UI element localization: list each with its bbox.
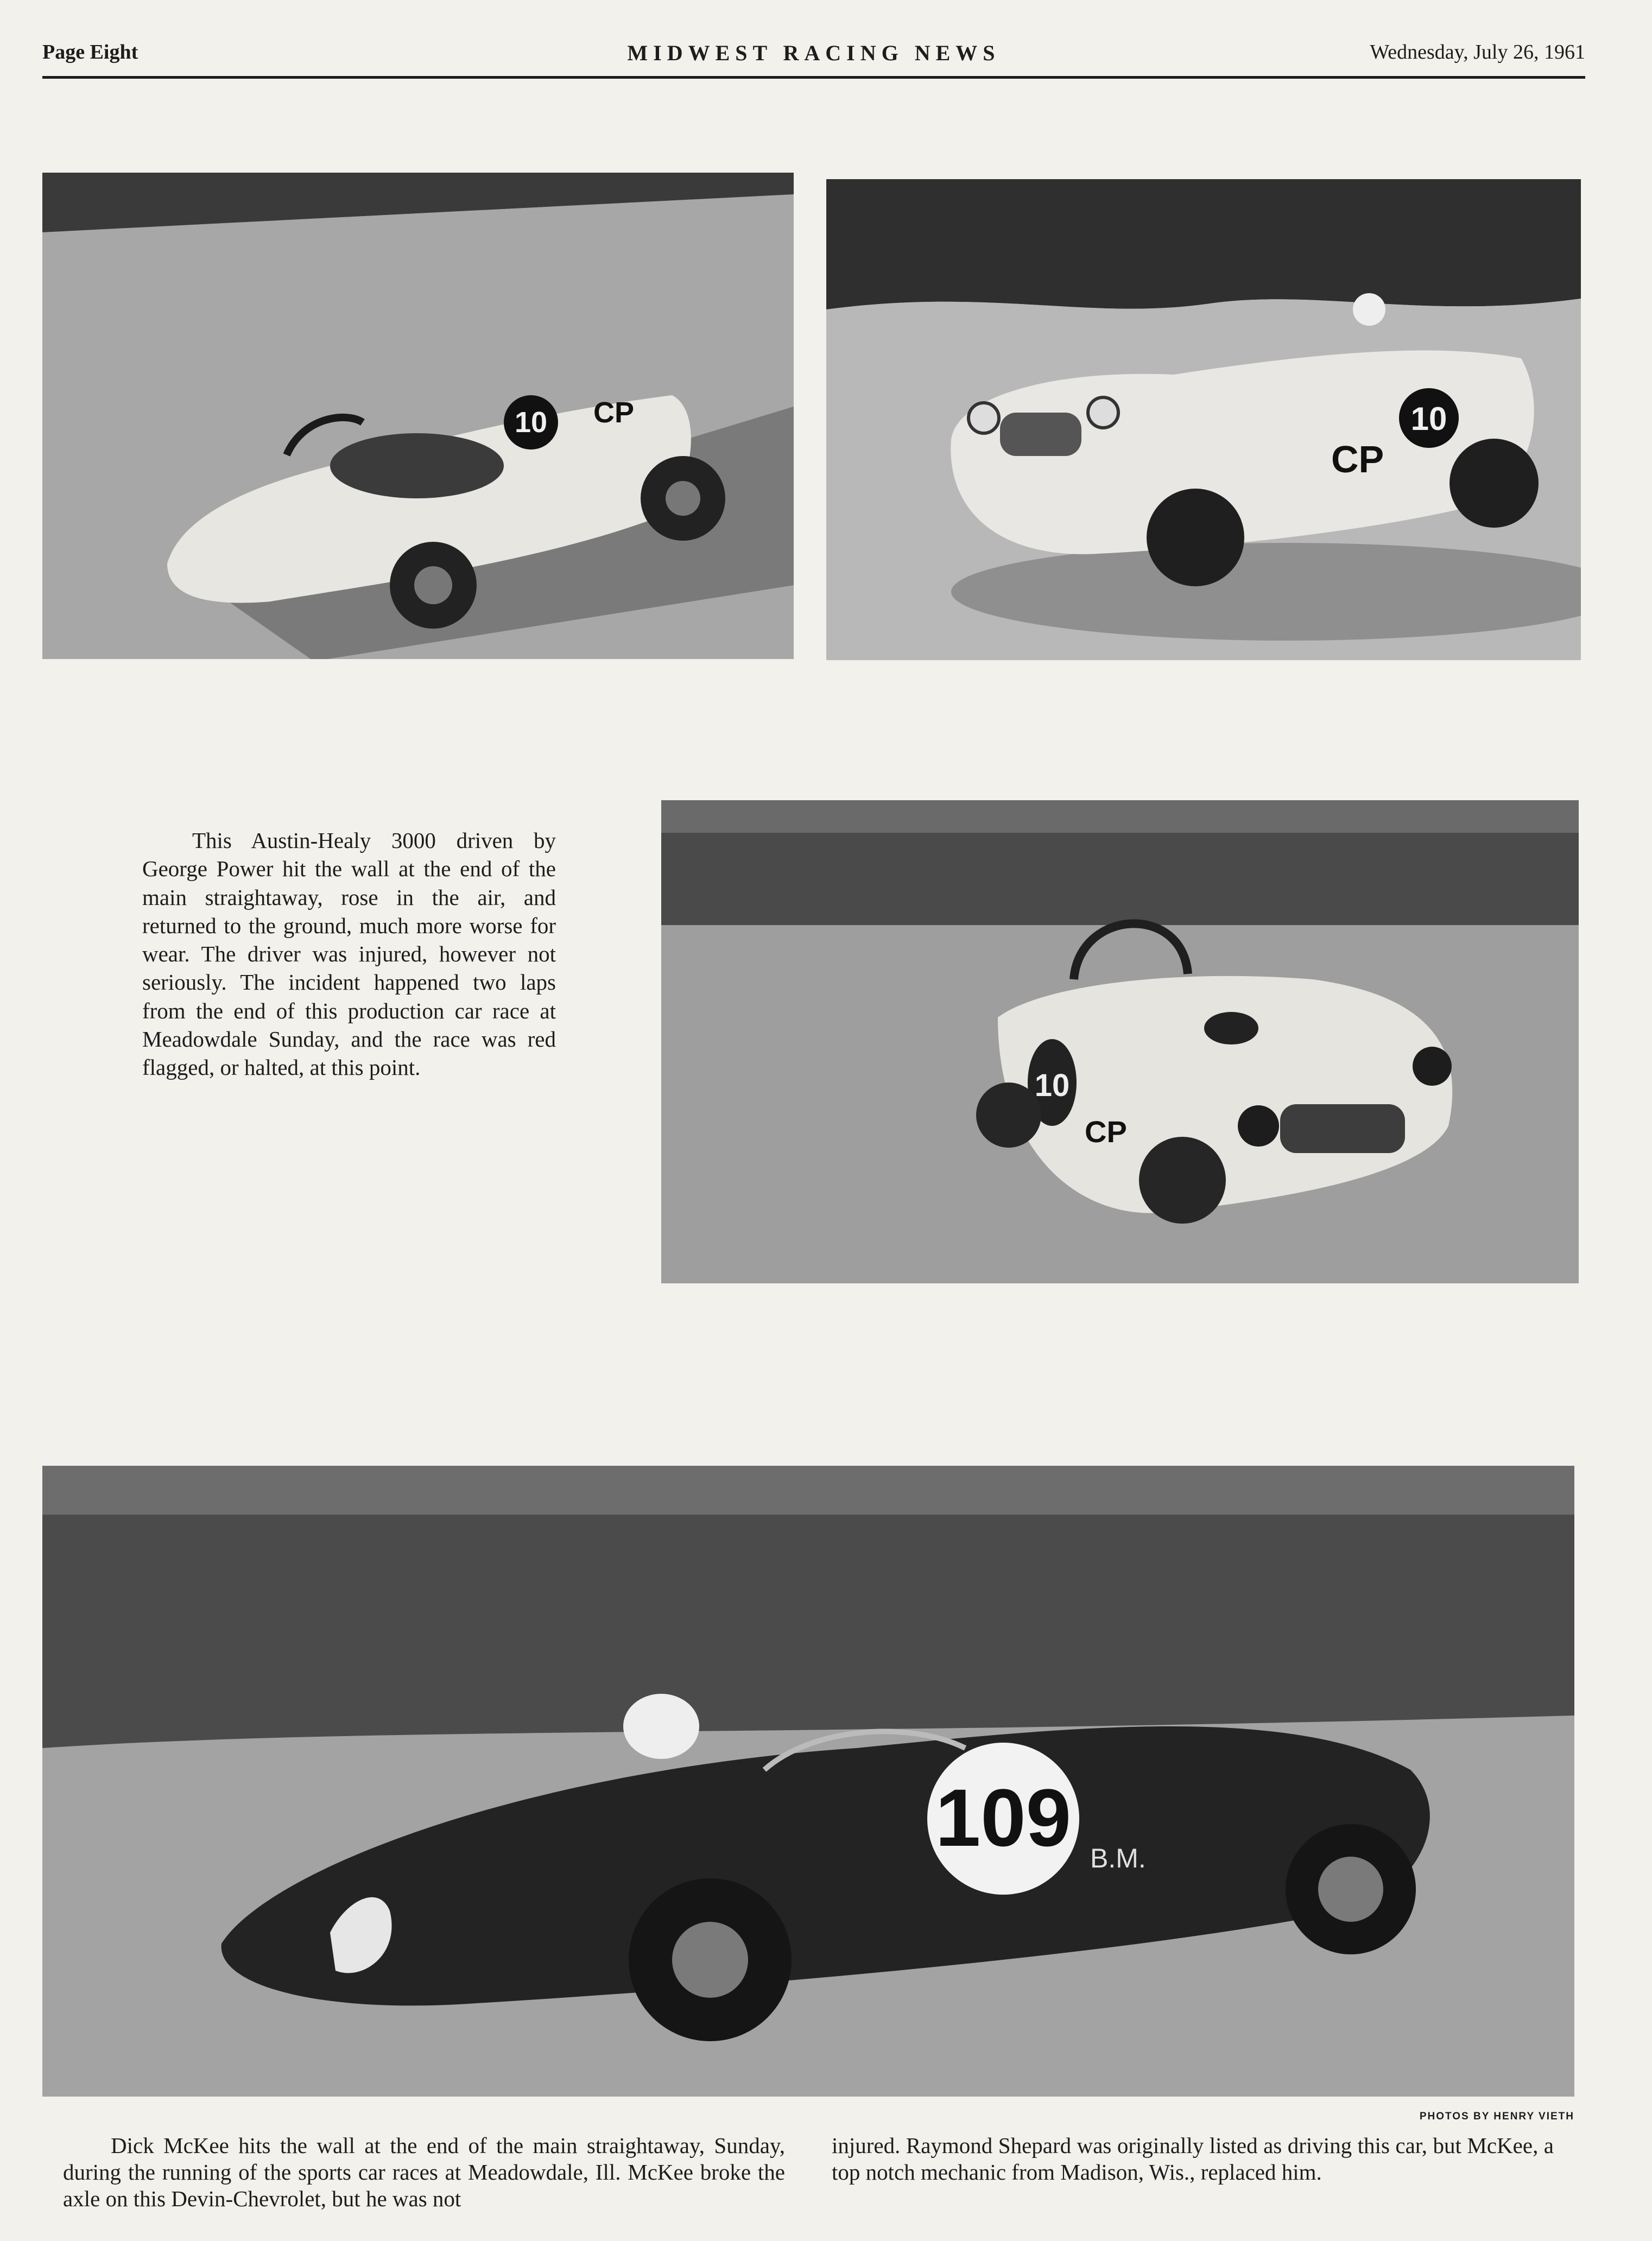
class-mark: CP	[593, 396, 635, 429]
photo-credit: PHOTOS BY HENRY VIETH	[1419, 2111, 1574, 2122]
austin-healey-caption	[142, 826, 556, 1082]
car-number: 10	[1034, 1068, 1070, 1103]
photo-austin-healey-crash	[661, 800, 1579, 1283]
issue-date: Wednesday, July 26, 1961	[1370, 41, 1585, 64]
driver-mark: B.M.	[1090, 1843, 1146, 1873]
mckee-caption-column-1: Dick McKee hits the wall at the end of the main straightaway, Sunday, during the running of the sports car races at Meadowdale, Ill. McKee broke the axle on this Devin-Chevrolet, but he was not	[63, 2133, 785, 2211]
header-rule	[42, 76, 1585, 79]
photo-austin-healey-track	[42, 173, 794, 659]
car-number: 109	[935, 1772, 1072, 1863]
caption-last-line: red flagged, or halted, at this point.	[142, 1027, 556, 1080]
photo-austin-healey-offtrack	[826, 179, 1581, 660]
car-number: 10	[514, 406, 548, 439]
masthead	[42, 37, 1585, 80]
mckee-caption-column-2: injured. Raymond Shepard was originally listed as driving this car, but McKee, a top notch mechanic from Madison, Wis., replaced him.	[832, 2133, 1554, 2185]
class-mark: CP	[1085, 1115, 1127, 1149]
photo-devin-chevrolet	[42, 1466, 1574, 2097]
car-number: 10	[1410, 401, 1447, 437]
page-label: Page Eight	[42, 41, 138, 64]
class-mark: CP	[1331, 438, 1384, 480]
publication-title: MIDWEST RACING NEWS	[627, 41, 1001, 65]
caption-body: This Austin-Healy 3000 driven by George Power hit the wall at the end of the main straightaway, rose in the air, and returned to the ground, much more worse for wear. The driver was injured, however not seriously. The incident happened two laps from the end of this production car race at Meadowdale Sunday, and the race was	[142, 828, 556, 1052]
